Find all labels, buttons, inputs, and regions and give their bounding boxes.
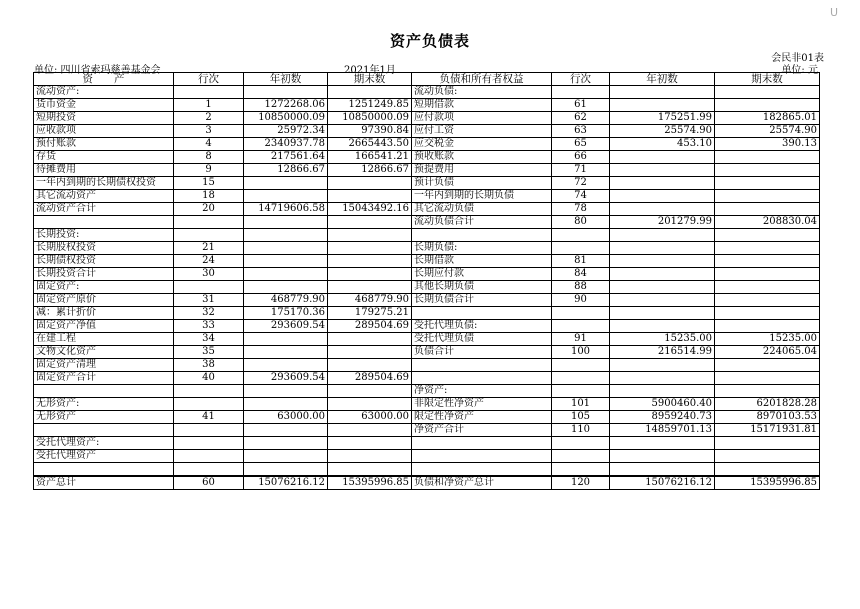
asset-item: 应收款项 <box>34 125 174 138</box>
liability-item: 长期负债合计 <box>412 294 552 307</box>
table-row <box>34 463 820 477</box>
col-header-liabilities: 负债和所有者权益 <box>412 73 552 86</box>
liability-opening <box>610 177 715 190</box>
liability-line-no: 72 <box>552 177 610 190</box>
asset-line-no <box>174 398 244 411</box>
liability-item: 长期负债: <box>412 242 552 255</box>
asset-closing <box>328 190 412 203</box>
liability-closing: 15395996.85 <box>715 476 820 490</box>
liability-opening <box>610 281 715 294</box>
asset-line-no: 2 <box>174 112 244 125</box>
table-row <box>34 177 820 190</box>
liability-closing <box>715 268 820 281</box>
asset-opening <box>244 229 328 242</box>
liability-opening <box>610 203 715 216</box>
liability-opening <box>610 229 715 242</box>
asset-closing <box>328 268 412 281</box>
liability-opening: 453.10 <box>610 138 715 151</box>
asset-opening: 10850000.09 <box>244 112 328 125</box>
liability-closing <box>715 320 820 333</box>
asset-opening: 1272268.06 <box>244 99 328 112</box>
asset-item: 预付账款 <box>34 138 174 151</box>
asset-item: 资产总计 <box>34 476 174 490</box>
liability-line-no: 90 <box>552 294 610 307</box>
asset-closing: 289504.69 <box>328 320 412 333</box>
liability-line-no: 120 <box>552 476 610 490</box>
liability-line-no: 81 <box>552 255 610 268</box>
table-row <box>34 307 820 320</box>
table-row <box>34 125 820 138</box>
asset-closing: 2665443.50 <box>328 138 412 151</box>
liability-item: 受托代理负债 <box>412 333 552 346</box>
liability-item <box>412 437 552 450</box>
liability-opening <box>610 320 715 333</box>
table-row <box>34 151 820 164</box>
form-number: 会民非01表 <box>771 53 824 64</box>
asset-item: 减：累计折价 <box>34 307 174 320</box>
liability-item <box>412 372 552 385</box>
liability-closing <box>715 450 820 463</box>
asset-closing <box>328 281 412 294</box>
liability-item: 应交税金 <box>412 138 552 151</box>
currency-unit: 单位: 元 <box>781 65 818 76</box>
asset-opening: 63000.00 <box>244 411 328 424</box>
asset-line-no: 21 <box>174 242 244 255</box>
liability-item: 负债合计 <box>412 346 552 359</box>
liability-opening <box>610 99 715 112</box>
table-row <box>34 138 820 151</box>
asset-closing <box>328 463 412 477</box>
liability-closing: 8970103.53 <box>715 411 820 424</box>
table-row <box>34 242 820 255</box>
liability-item: 非限定性净资产 <box>412 398 552 411</box>
asset-item: 长期投资: <box>34 229 174 242</box>
asset-item: 文物文化资产 <box>34 346 174 359</box>
asset-opening <box>244 437 328 450</box>
asset-opening <box>244 424 328 437</box>
liability-item: 短期借款 <box>412 99 552 112</box>
liability-line-no: 101 <box>552 398 610 411</box>
liability-closing: 208830.04 <box>715 216 820 229</box>
asset-line-no: 9 <box>174 164 244 177</box>
liability-closing: 6201828.28 <box>715 398 820 411</box>
liability-line-no: 66 <box>552 151 610 164</box>
asset-closing: 289504.69 <box>328 372 412 385</box>
asset-opening: 468779.90 <box>244 294 328 307</box>
table-row <box>34 398 820 411</box>
table-row <box>34 112 820 125</box>
liability-closing <box>715 86 820 99</box>
asset-line-no <box>174 216 244 229</box>
asset-closing: 166541.21 <box>328 151 412 164</box>
liability-line-no: 88 <box>552 281 610 294</box>
asset-line-no <box>174 86 244 99</box>
table-row <box>34 346 820 359</box>
liability-item: 应付款项 <box>412 112 552 125</box>
liability-item: 流动负债合计 <box>412 216 552 229</box>
liability-line-no <box>552 372 610 385</box>
report-period: 2021年1月 <box>344 65 396 76</box>
asset-item <box>34 424 174 437</box>
col-header-opening-right: 年初数 <box>610 73 715 86</box>
liability-item: 预计负债 <box>412 177 552 190</box>
table-row <box>34 216 820 229</box>
liability-line-no: 91 <box>552 333 610 346</box>
liability-opening: 15076216.12 <box>610 476 715 490</box>
liability-item: 一年内到期的长期负债 <box>412 190 552 203</box>
asset-line-no: 34 <box>174 333 244 346</box>
table-row <box>34 385 820 398</box>
liability-opening: 25574.90 <box>610 125 715 138</box>
asset-opening: 217561.64 <box>244 151 328 164</box>
liability-opening: 5900460.40 <box>610 398 715 411</box>
balance-sheet-table <box>33 72 820 490</box>
asset-closing <box>328 346 412 359</box>
asset-opening <box>244 177 328 190</box>
liability-closing <box>715 99 820 112</box>
asset-line-no: 20 <box>174 203 244 216</box>
liability-closing <box>715 281 820 294</box>
liability-closing: 390.13 <box>715 138 820 151</box>
liability-line-no: 65 <box>552 138 610 151</box>
liability-item <box>412 450 552 463</box>
table-row <box>34 190 820 203</box>
liability-closing <box>715 229 820 242</box>
liability-opening: 8959240.73 <box>610 411 715 424</box>
asset-opening <box>244 242 328 255</box>
liability-item <box>412 359 552 372</box>
liability-opening <box>610 450 715 463</box>
liability-opening <box>610 190 715 203</box>
asset-item: 短期投资 <box>34 112 174 125</box>
liability-closing <box>715 242 820 255</box>
table-row <box>34 203 820 216</box>
asset-line-no <box>174 281 244 294</box>
liability-line-no <box>552 307 610 320</box>
asset-item: 其它流动资产 <box>34 190 174 203</box>
table-row <box>34 255 820 268</box>
table-row <box>34 164 820 177</box>
liability-item: 应付工资 <box>412 125 552 138</box>
asset-opening <box>244 190 328 203</box>
liability-line-no <box>552 359 610 372</box>
liability-opening: 14859701.13 <box>610 424 715 437</box>
asset-line-no: 1 <box>174 99 244 112</box>
asset-line-no: 8 <box>174 151 244 164</box>
asset-closing <box>328 333 412 346</box>
liability-closing: 25574.90 <box>715 125 820 138</box>
liability-closing: 182865.01 <box>715 112 820 125</box>
col-header-assets: 资 产 <box>34 73 174 86</box>
liability-line-no <box>552 242 610 255</box>
asset-item: 长期投资合计 <box>34 268 174 281</box>
liability-opening: 201279.99 <box>610 216 715 229</box>
asset-item: 存货 <box>34 151 174 164</box>
liability-opening <box>610 242 715 255</box>
asset-closing <box>328 216 412 229</box>
asset-item: 流动资产合计 <box>34 203 174 216</box>
asset-closing <box>328 229 412 242</box>
liability-line-no: 63 <box>552 125 610 138</box>
asset-closing <box>328 359 412 372</box>
asset-line-no: 60 <box>174 476 244 490</box>
liability-closing <box>715 437 820 450</box>
liability-closing <box>715 177 820 190</box>
liability-line-no: 74 <box>552 190 610 203</box>
asset-opening: 175170.36 <box>244 307 328 320</box>
asset-item: 固定资产合计 <box>34 372 174 385</box>
asset-opening <box>244 268 328 281</box>
asset-line-no: 40 <box>174 372 244 385</box>
asset-opening <box>244 216 328 229</box>
asset-item: 固定资产清理 <box>34 359 174 372</box>
asset-item: 待摊费用 <box>34 164 174 177</box>
asset-line-no: 32 <box>174 307 244 320</box>
asset-item: 受托代理资产: <box>34 437 174 450</box>
table-row <box>34 333 820 346</box>
asset-item: 无形资产: <box>34 398 174 411</box>
asset-item <box>34 216 174 229</box>
asset-closing: 63000.00 <box>328 411 412 424</box>
liability-line-no <box>552 450 610 463</box>
asset-closing <box>328 398 412 411</box>
table-row <box>34 476 820 490</box>
liability-item: 流动负债: <box>412 86 552 99</box>
asset-line-no: 31 <box>174 294 244 307</box>
col-header-closing-right: 期末数 <box>715 73 820 86</box>
col-header-line-no: 行次 <box>174 73 244 86</box>
liability-item: 预收账款 <box>412 151 552 164</box>
asset-item: 一年内到期的长期债权投资 <box>34 177 174 190</box>
asset-opening <box>244 346 328 359</box>
liability-closing: 15171931.81 <box>715 424 820 437</box>
liability-line-no: 110 <box>552 424 610 437</box>
liability-closing <box>715 294 820 307</box>
asset-item: 长期债权投资 <box>34 255 174 268</box>
liability-closing: 224065.04 <box>715 346 820 359</box>
table-row <box>34 86 820 99</box>
asset-closing <box>328 437 412 450</box>
asset-closing: 12866.67 <box>328 164 412 177</box>
liability-line-no: 61 <box>552 99 610 112</box>
asset-opening: 25972.34 <box>244 125 328 138</box>
liability-item <box>412 463 552 477</box>
liability-opening <box>610 151 715 164</box>
liability-line-no <box>552 437 610 450</box>
liability-line-no: 84 <box>552 268 610 281</box>
asset-item <box>34 463 174 477</box>
liability-item: 长期借款 <box>412 255 552 268</box>
asset-opening <box>244 281 328 294</box>
asset-item: 受托代理资产 <box>34 450 174 463</box>
asset-line-no: 38 <box>174 359 244 372</box>
liability-opening <box>610 372 715 385</box>
asset-closing <box>328 385 412 398</box>
liability-opening <box>610 164 715 177</box>
asset-opening <box>244 398 328 411</box>
asset-item: 无形资产 <box>34 411 174 424</box>
col-header-opening: 年初数 <box>244 73 328 86</box>
asset-item: 固定资产: <box>34 281 174 294</box>
asset-line-no <box>174 463 244 477</box>
asset-line-no <box>174 450 244 463</box>
organization-label: 单位: 四川省索玛慈善基金会 <box>34 65 161 76</box>
asset-opening <box>244 86 328 99</box>
asset-line-no: 30 <box>174 268 244 281</box>
asset-line-no: 4 <box>174 138 244 151</box>
liability-opening <box>610 437 715 450</box>
liability-line-no <box>552 86 610 99</box>
asset-opening <box>244 463 328 477</box>
liability-item: 负债和净资产总计 <box>412 476 552 490</box>
liability-closing <box>715 385 820 398</box>
asset-closing: 10850000.09 <box>328 112 412 125</box>
liability-item <box>412 307 552 320</box>
liability-item: 长期应付款 <box>412 268 552 281</box>
table-row <box>34 450 820 463</box>
asset-opening <box>244 450 328 463</box>
table-row <box>34 320 820 333</box>
corner-mark: U <box>829 6 838 19</box>
liability-line-no <box>552 229 610 242</box>
asset-line-no <box>174 424 244 437</box>
liability-line-no: 100 <box>552 346 610 359</box>
liability-closing <box>715 372 820 385</box>
liability-opening: 175251.99 <box>610 112 715 125</box>
liability-line-no <box>552 320 610 333</box>
asset-line-no <box>174 437 244 450</box>
asset-line-no: 33 <box>174 320 244 333</box>
table-row <box>34 411 820 424</box>
liability-closing <box>715 463 820 477</box>
liability-item: 受托代理负债: <box>412 320 552 333</box>
liability-closing <box>715 307 820 320</box>
liability-item: 预提费用 <box>412 164 552 177</box>
liability-opening <box>610 307 715 320</box>
table-row <box>34 372 820 385</box>
table-row <box>34 99 820 112</box>
asset-opening <box>244 385 328 398</box>
asset-closing: 15395996.85 <box>328 476 412 490</box>
liability-opening: 15235.00 <box>610 333 715 346</box>
page-title: 资产负债表 <box>389 32 470 50</box>
asset-closing <box>328 86 412 99</box>
liability-closing <box>715 255 820 268</box>
asset-closing: 468779.90 <box>328 294 412 307</box>
liability-opening <box>610 255 715 268</box>
liability-opening <box>610 463 715 477</box>
liability-opening <box>610 294 715 307</box>
liability-closing <box>715 203 820 216</box>
liability-line-no: 71 <box>552 164 610 177</box>
asset-closing: 1251249.85 <box>328 99 412 112</box>
liability-item: 其它流动负债 <box>412 203 552 216</box>
asset-opening: 2340937.78 <box>244 138 328 151</box>
table-header-row <box>34 73 820 86</box>
liability-line-no: 80 <box>552 216 610 229</box>
liability-line-no <box>552 463 610 477</box>
liability-item: 限定性净资产 <box>412 411 552 424</box>
asset-line-no <box>174 385 244 398</box>
liability-item <box>412 229 552 242</box>
asset-opening: 293609.54 <box>244 320 328 333</box>
asset-line-no: 15 <box>174 177 244 190</box>
asset-opening: 15076216.12 <box>244 476 328 490</box>
table-row <box>34 294 820 307</box>
liability-opening <box>610 385 715 398</box>
asset-line-no: 35 <box>174 346 244 359</box>
table-row <box>34 437 820 450</box>
liability-closing <box>715 151 820 164</box>
asset-item: 货币资金 <box>34 99 174 112</box>
table-row <box>34 359 820 372</box>
liability-closing <box>715 359 820 372</box>
asset-item: 固定资产净值 <box>34 320 174 333</box>
col-header-line-no-right: 行次 <box>552 73 610 86</box>
table-row <box>34 229 820 242</box>
asset-opening <box>244 333 328 346</box>
asset-closing <box>328 177 412 190</box>
liability-opening <box>610 86 715 99</box>
liability-line-no <box>552 385 610 398</box>
liability-item: 其他长期负债 <box>412 281 552 294</box>
liability-line-no: 62 <box>552 112 610 125</box>
asset-closing: 97390.84 <box>328 125 412 138</box>
asset-opening <box>244 255 328 268</box>
asset-line-no: 24 <box>174 255 244 268</box>
asset-line-no: 18 <box>174 190 244 203</box>
liability-line-no: 105 <box>552 411 610 424</box>
asset-line-no <box>174 229 244 242</box>
asset-closing: 179275.21 <box>328 307 412 320</box>
col-header-closing: 期末数 <box>328 73 412 86</box>
table-row <box>34 424 820 437</box>
asset-opening: 14719606.58 <box>244 203 328 216</box>
liability-item: 净资产合计 <box>412 424 552 437</box>
liability-opening: 216514.99 <box>610 346 715 359</box>
liability-opening <box>610 359 715 372</box>
asset-item: 长期股权投资 <box>34 242 174 255</box>
asset-closing <box>328 255 412 268</box>
liability-line-no: 78 <box>552 203 610 216</box>
asset-line-no: 41 <box>174 411 244 424</box>
liability-opening <box>610 268 715 281</box>
asset-item: 在建工程 <box>34 333 174 346</box>
asset-closing <box>328 242 412 255</box>
liability-closing <box>715 190 820 203</box>
asset-item: 固定资产原价 <box>34 294 174 307</box>
table-row <box>34 281 820 294</box>
asset-opening <box>244 359 328 372</box>
asset-opening: 293609.54 <box>244 372 328 385</box>
asset-item <box>34 385 174 398</box>
liability-closing <box>715 164 820 177</box>
asset-line-no: 3 <box>174 125 244 138</box>
liability-closing: 15235.00 <box>715 333 820 346</box>
asset-closing <box>328 450 412 463</box>
liability-item: 净资产: <box>412 385 552 398</box>
asset-closing <box>328 424 412 437</box>
asset-opening: 12866.67 <box>244 164 328 177</box>
table-row <box>34 268 820 281</box>
asset-item: 流动资产: <box>34 86 174 99</box>
asset-closing: 15043492.16 <box>328 203 412 216</box>
